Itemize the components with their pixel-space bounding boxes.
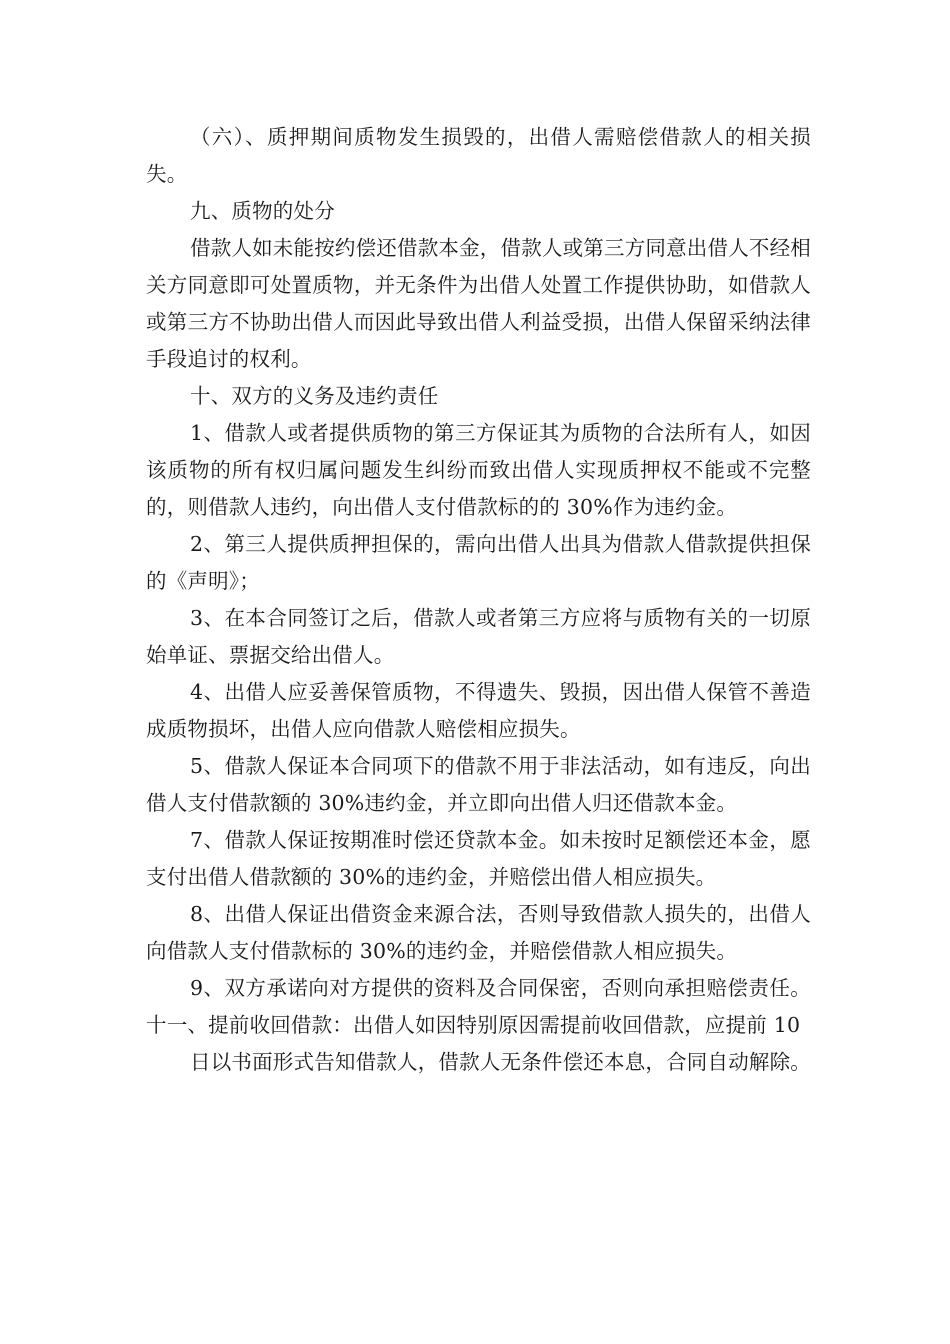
paragraph-obligation-1: 1、借款人或者提供质物的第三方保证其为质物的合法所有人，如因该质物的所有权归属问题发生纠纷而致出借人实现质押权不能或不完整的，则借款人违约，向出借人支付借款标的的 30%作为违约金。 — [146, 421, 811, 519]
paragraph-clause-6-pledge-damage: （六）、质押期间质物发生损毁的，出借人需赔偿借款人的相关损失。 — [146, 125, 811, 186]
paragraph-obligation-8: 8、出借人保证出借资金来源合法，否则导致借款人损失的，出借人向借款人支付借款标的 30%的违约金，并赔偿借款人相应损失。 — [146, 902, 811, 963]
paragraph-obligation-3: 3、在本合同签订之后，借款人或者第三方应将与质物有关的一切原始单证、票据交给出借人。 — [146, 606, 811, 667]
document-body — [146, 119, 811, 1081]
paragraph-obligation-9-and-section-11: 9、双方承诺向对方提供的资料及合同保密，否则向承担赔偿责任。十一、提前收回借款：出借人如因特别原因需提前收回借款，应提前 10 — [146, 976, 811, 1037]
paragraph-obligation-5: 5、借款人保证本合同项下的借款不用于非法活动，如有违反，向出借人支付借款额的 30%违约金，并立即向出借人归还借款本金。 — [146, 754, 811, 815]
section-heading-10-obligations: 十、双方的义务及违约责任 — [190, 384, 439, 408]
paragraph-disposal-terms: 借款人如未能按约偿还借款本金，借款人或第三方同意出借人不经相关方同意即可处置质物，并无条件为出借人处置工作提供协助，如借款人或第三方不协助出借人而因此导致出借人利益受损，出借人保留采纳法律手段追讨的权利。 — [146, 236, 811, 371]
paragraph-obligation-4: 4、出借人应妥善保管质物，不得遗失、毁损，因出借人保管不善造成质物损坏，出借人应向借款人赔偿相应损失。 — [146, 680, 811, 741]
section-heading-9-disposal: 九、质物的处分 — [190, 199, 335, 223]
paragraph-early-recall-notice: 日以书面形式告知借款人，借款人无条件偿还本息，合同自动解除。 — [190, 1050, 811, 1074]
paragraph-obligation-2: 2、第三人提供质押担保的，需向出借人出具为借款人借款提供担保的《声明》； — [146, 532, 811, 593]
paragraph-obligation-7: 7、借款人保证按期准时偿还贷款本金。如未按时足额偿还本金，愿支付出借人借款额的 30%的违约金，并赔偿出借人相应损失。 — [146, 828, 811, 889]
